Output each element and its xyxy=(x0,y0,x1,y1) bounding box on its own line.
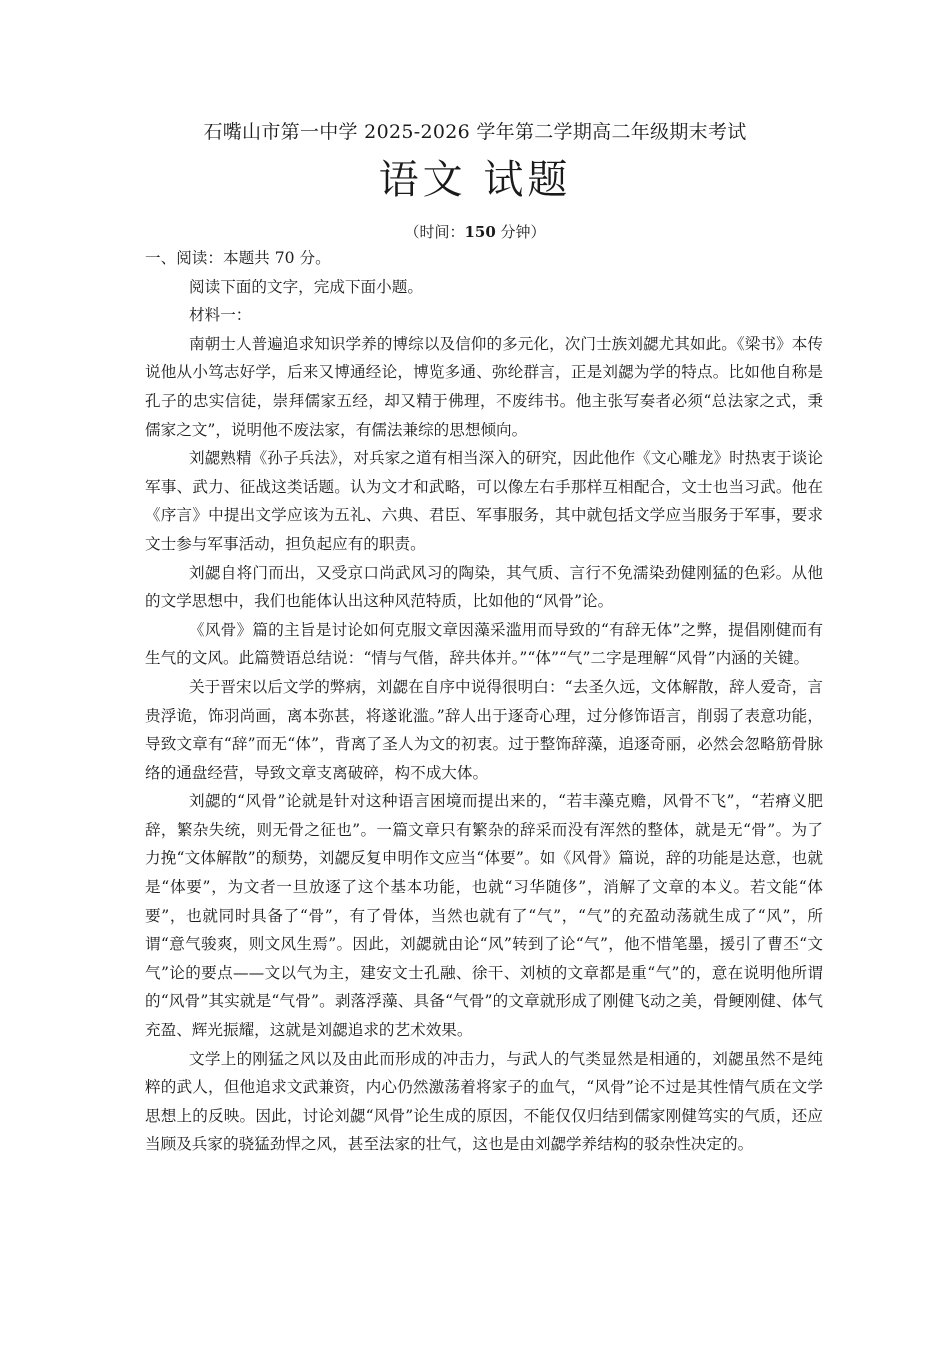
paragraph: 文学上的刚猛之风以及由此而形成的冲击力，与武人的气类显然是相通的，刘勰虽然不是纯粹的武人，但他追求文武兼资，内心仍然激荡着将家子的血气，“风骨”论不过是其性情气质在文学思想上的反映。因此，讨论刘勰“风骨”论生成的原因，不能仅仅归结到儒家刚健笃实的气质，还应当顾及兵家的骁猛劲悍之风，甚至法家的壮气，这也是由刘勰学养结构的驳杂性决定的。 xyxy=(145,1049,823,1154)
reading-section xyxy=(145,244,823,1159)
exam-duration xyxy=(0,221,950,242)
paragraph: 刘勰的“风骨”论就是针对这种语言困境而提出来的，“若丰藻克赡，风骨不飞”，“若瘠义肥辞，繁杂失统，则无骨之征也”。一篇文章只有繁杂的辞采而没有浑然的整体，就是无“骨”。为了力挽“文体解散”的颓势，刘勰反复申明作文应当“体要”。如《风骨》篇说，辞的功能是达意，也就是“体要”，为文者一旦放逐了这个基本功能，也就“习华随侈”，消解了文章的本义。若文能“体要”，也就同时具备了“骨”，有了骨体，当然也就有了“气”，“气”的充盈动荡就生成了“风”，所谓“意气骏爽，则文风生焉”。因此，刘勰就由论“风”转到了论“气”，他不惜笔墨，援引了曹丕“文气”论的要点——文以气为主，建安文士孔融、徐干、刘桢的文章都是重“气”的，意在说明他所谓的“风骨”其实就是“气骨”。剥落浮藻、具备“气骨”的文章就形成了刚健飞动之美，骨鲠刚健、体气充盈、辉光振耀，这就是刘勰追求的艺术效果。 xyxy=(145,792,823,1040)
paragraph: 关于晋宋以后文学的弊病，刘勰在自序中说得很明白：“去圣久远，文体解散，辞人爱奇，言贵浮诡，饰羽尚画，离本弥甚，将遂讹滥。”辞人出于逐奇心理，过分修饰语言，削弱了表意功能，导致文章有“辞”而无“体”，背离了圣人为文的初衷。过于整饰辞藻，追逐奇丽，必然会忽略筋骨脉络的通盘经营，导致文章支离破碎，构不成大体。 xyxy=(145,677,823,782)
paragraph: 《风骨》篇的主旨是讨论如何克服文章因藻采滥用而导致的“有辞无体”之弊，提倡刚健而有生气的文风。此篇赞语总结说：“情与气偕，辞共体并。”“体”“气”二字是理解“风骨”内涵的关键。 xyxy=(145,620,823,668)
time-suffix: 分钟） xyxy=(495,223,546,241)
school-exam-line: 石嘴山市第一中学 2025-2026 学年第二学期高二年级期末考试 xyxy=(203,121,747,143)
section-heading: 一、阅读：本题共 70 分。 xyxy=(145,249,331,267)
paragraph: 刘勰熟精《孙子兵法》，对兵家之道有相当深入的研究，因此他作《文心雕龙》时热衷于谈论军事、武力、征战这类话题。认为文才和武略，可以像左右手那样互相配合，文士也当习武。他在《序言》中提出文学应该为五礼、六典、君臣、军事服务，其中就包括文学应当服务于军事，要求文士参与军事活动，担负起应有的职责。 xyxy=(145,449,823,553)
time-value: 150 xyxy=(464,223,496,241)
time-prefix: （时间： xyxy=(404,223,465,241)
section-instruction: 阅读下面的文字，完成下面小题。 xyxy=(189,277,423,296)
exam-title: 语文 试题 xyxy=(378,157,572,203)
paragraph: 刘勰自将门而出，又受京口尚武风习的陶染，其气质、言行不免濡染劲健刚猛的色彩。从他的文学思想中，我们也能体认出这种风范特质，比如他的“风骨”论。 xyxy=(145,563,823,611)
paragraph: 南朝士人普遍追求知识学养的博综以及信仰的多元化，次门士族刘勰尤其如此。《梁书》本传说他从小笃志好学，后来又博通经论，博览多通、弥纶群言，正是刘勰为学的特点。比如他自称是孔子的忠实信徒，崇拜儒家五经，却又精于佛理，不废纬书。他主张写奏者必须“总法家之式，秉儒家之文”，说明他不废法家，有儒法兼综的思想倾向。 xyxy=(145,334,823,439)
material-label: 材料一： xyxy=(189,306,252,325)
